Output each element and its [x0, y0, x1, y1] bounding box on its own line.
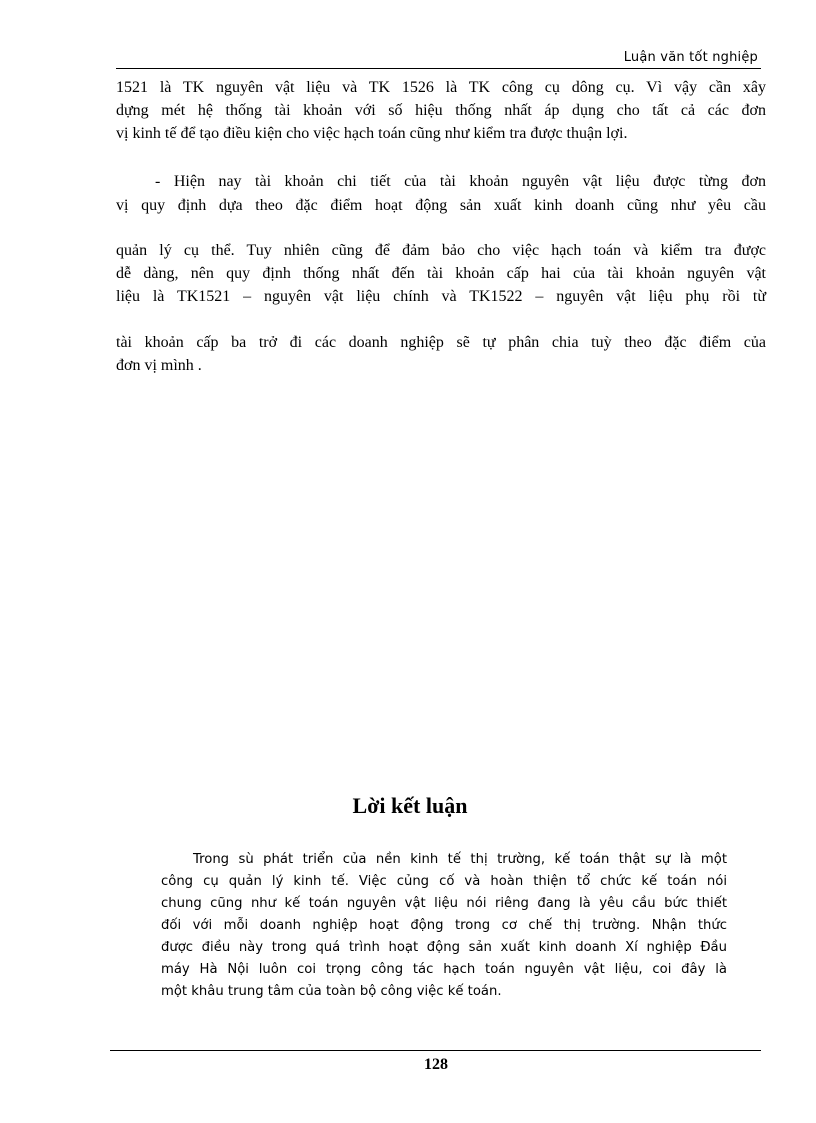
- footer-rule: [110, 1050, 761, 1051]
- body-line: tài khoản cấp ba trở đi các doanh nghiệp sẽ tự phân chia tuỳ theo đặc điểm của: [116, 334, 766, 351]
- header-rule: [116, 68, 761, 69]
- conclusion-line: chung cũng như kế toán nguyên vật liệu nói riêng đang là yêu cầu bức thiết: [161, 896, 727, 911]
- page-number: [0, 1056, 816, 1074]
- body-line: vị quy định dựa theo đặc điểm hoạt động sản xuất kinh doanh cũng như yêu cầu: [116, 197, 766, 214]
- page-number-text: 128: [424, 1056, 448, 1073]
- conclusion-line: Trong sù phát triển của nền kinh tế thị trường, kế toán thật sự là một: [193, 852, 727, 867]
- body-line: dựng mét hệ thống tài khoản với số hiệu thống nhất áp dụng cho tất cả các đơn: [116, 102, 766, 119]
- body-line: đơn vị mình .: [116, 357, 202, 374]
- conclusion-line: máy Hà Nội luôn coi trọng công tác hạch toán nguyên vật liệu, coi đây là: [161, 962, 727, 977]
- conclusion-title-text: Lời kết luận: [352, 793, 468, 818]
- conclusion-line: được điều này trong quá trình hoạt động sản xuất kinh doanh Xí nghiệp Đầu: [161, 940, 727, 955]
- body-line: quản lý cụ thể. Tuy nhiên cũng để đảm bảo cho việc hạch toán và kiểm tra được: [116, 242, 766, 259]
- body-line-bullet: - Hiện nay tài khoản chi tiết của tài khoản nguyên vật liệu được từng đơn: [155, 173, 766, 190]
- body-line: 1521 là TK nguyên vật liệu và TK 1526 là TK công cụ dông cụ. Vì vậy cần xây: [116, 79, 766, 96]
- conclusion-line: một khâu trung tâm của toàn bộ công việc kế toán.: [161, 984, 502, 999]
- body-line: liệu là TK1521 – nguyên vật liệu chính và TK1522 – nguyên vật liệu phụ rồi từ: [116, 288, 766, 305]
- running-header: Luận văn tốt nghiệp: [623, 50, 758, 65]
- conclusion-line: công cụ quản lý kinh tế. Việc củng cố và hoàn thiện tổ chức kế toán nói: [161, 874, 727, 889]
- conclusion-title: [0, 793, 816, 819]
- body-line: dễ dàng, nên quy định thống nhất đến tài khoản cấp hai của tài khoản nguyên vật: [116, 265, 766, 282]
- body-line: vị kinh tế để tạo điều kiện cho việc hạch toán cũng như kiểm tra được thuận lợi.: [116, 125, 628, 142]
- conclusion-line: đối với mỗi doanh nghiệp hoạt động trong cơ chế thị trường. Nhận thức: [161, 918, 727, 933]
